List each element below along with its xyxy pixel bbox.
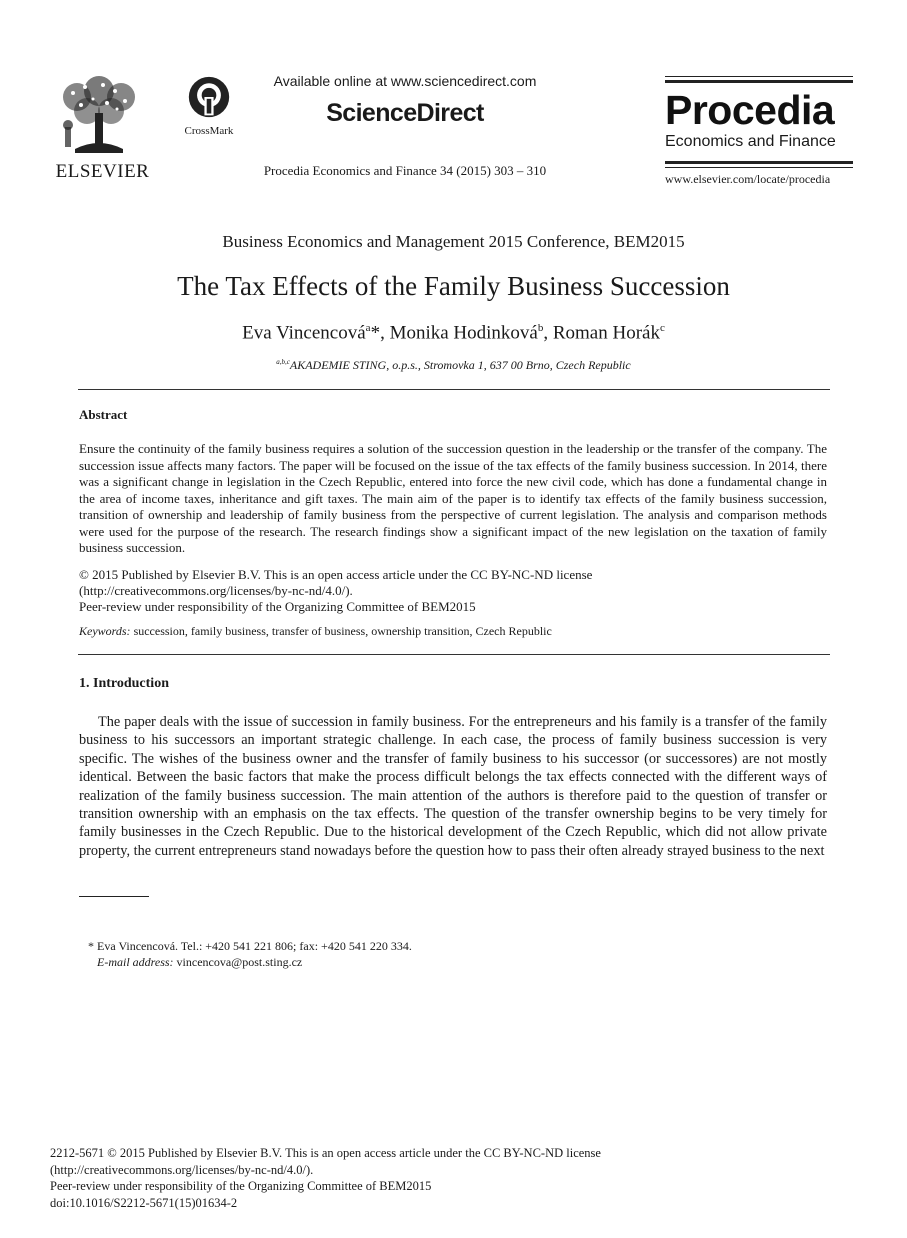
keywords-label: Keywords:: [79, 624, 131, 638]
affiliation-sup: a,b,c: [276, 358, 290, 366]
crossmark-label: CrossMark: [184, 125, 234, 137]
footnote: [88, 938, 412, 970]
author-mark: *,: [370, 322, 390, 344]
email-label: E-mail address:: [97, 955, 174, 969]
introduction-text: [79, 713, 827, 860]
procedia-subtitle: Economics and Finance: [665, 133, 836, 150]
author-sup: b: [537, 322, 544, 334]
procedia-rule-top-thick: [665, 80, 853, 83]
keywords-list: succession, family business, transfer of business, ownership transition, Czech Republic: [130, 624, 552, 638]
keywords: [79, 624, 552, 639]
copyright-line: © 2015 Published by Elsevier B.V. This is an open access article under the CC BY-NC-ND license: [79, 567, 593, 582]
author-sup: c: [659, 322, 665, 334]
procedia-rule-bottom-thick: [665, 161, 853, 164]
procedia-brand: [665, 76, 853, 187]
divider-top: [78, 389, 830, 390]
footnote-email-line: [88, 954, 412, 970]
author-sup: a: [365, 322, 371, 334]
crossmark-badge[interactable]: [183, 75, 235, 137]
publisher-name: ELSEVIER: [55, 161, 150, 182]
copyright-block: [79, 567, 827, 615]
abstract-heading: Abstract: [79, 407, 128, 422]
footnote-rule: [79, 896, 149, 897]
peer-review-line: Peer-review under responsibility of the Organizing Committee of BEM2015: [79, 599, 476, 614]
procedia-rule-bottom: [665, 167, 853, 168]
page-footer: [50, 1145, 601, 1211]
footer-doi[interactable]: doi:10.1016/S2212-5671(15)01634-2: [50, 1195, 238, 1210]
affiliation: [0, 358, 907, 373]
footer-license[interactable]: (http://creativecommons.org/licenses/by-nc-nd/4.0/).: [50, 1162, 314, 1177]
author-name: Eva Vincencová: [242, 322, 366, 344]
crossmark-icon: [187, 75, 231, 119]
journal-reference: Procedia Economics and Finance 34 (2015) 303 – 310: [263, 163, 547, 178]
license-paren-open: (: [79, 583, 84, 598]
license-line: [79, 583, 827, 599]
procedia-title: Procedia: [665, 87, 835, 133]
author-name: Roman Horák: [552, 322, 660, 344]
license-link[interactable]: http://creativecommons.org/licenses/by-nc-nd/4.0/: [83, 583, 346, 598]
available-online: Available online at www.sciencedirect.com: [273, 73, 537, 89]
email-address[interactable]: vincencova@post.sting.cz: [173, 955, 303, 969]
sciencedirect-logo: ScienceDirect: [326, 99, 484, 127]
conference-name: Business Economics and Management 2015 Conference, BEM2015: [222, 232, 685, 251]
author-name: Monika Hodinková: [389, 322, 538, 344]
author-mark: ,: [543, 322, 553, 344]
elsevier-logo: [55, 75, 150, 180]
footnote-contact: * Eva Vincencová. Tel.: +420 541 221 806; fax: +420 541 220 334.: [88, 939, 412, 953]
divider-bottom: [78, 654, 830, 655]
abstract-text: Ensure the continuity of the family business requires a solution of the succession question in the leadership or the transfer of the company. The succession issue affects many factors. The paper will be focused on the issue of the tax effects of the family business succession. In 2014, there was a significant change in legislation in the Czech Republic, entered into force the new civil code, which has done a fundamental change in the area of income taxes, inheritance and gift taxes. The main aim of the paper is to identify tax effects of the family business succession, transition of ownership and leadership of family business from the perspective of current legislation. The analysis and comparison methods were used for the purpose of the research. The research findings show a significant impact of the new legislation on the taxation of family business succession.: [79, 441, 827, 555]
article-title: The Tax Effects of the Family Business Succession: [177, 271, 730, 301]
footer-issn: 2212-5671 © 2015 Published by Elsevier B.V. This is an open access article under the CC BY-NC-ND license: [50, 1146, 601, 1160]
elsevier-tree-icon: [55, 75, 143, 155]
affiliation-text: AKADEMIE STING, o.p.s., Stromovka 1, 637 00 Brno, Czech Republic: [289, 358, 631, 372]
introduction-paragraph: The paper deals with the issue of succession in family business. For the entrepreneurs and his family is a transfer of the family business to his successors an important strategic challenge. In each case, the process of family business succession is very specific. The wishes of the business owner and the transfer of family business to his successor (or successores) are not mostly identical. Between the basic factors that make the process difficult belongs the tax effects connected with the different ways of realization of the family business succession. The main attention of the authors is therefore paid to the question of transfer or transition ownership with an emphasis on the tax effects. The question of the transfer ownership begins to be very timely for family businesses in the Czech Republic. Due to the historical development of the Czech Republic, which did not allow private property, the current entrepreneurs stand nowadays before the question how to pass their often already strayed business to the next: [79, 714, 827, 859]
author-list: [0, 322, 907, 344]
procedia-rule-top: [665, 76, 853, 77]
footer-peer-review: Peer-review under responsibility of the Organizing Committee of BEM2015: [50, 1179, 432, 1193]
license-paren-close: ).: [345, 583, 353, 598]
procedia-url[interactable]: www.elsevier.com/locate/procedia: [665, 172, 831, 186]
section-heading-introduction: 1. Introduction: [79, 676, 169, 691]
